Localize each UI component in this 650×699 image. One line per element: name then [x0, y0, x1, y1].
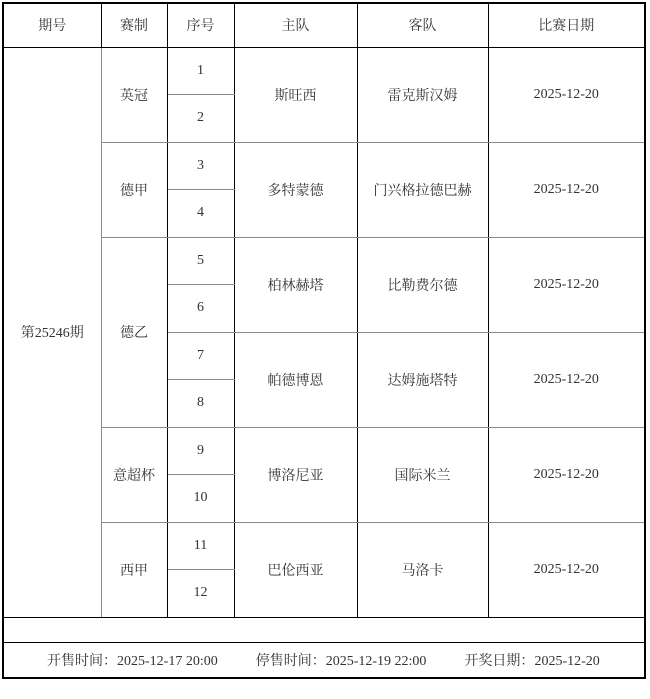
header-away-team: 客队	[357, 3, 488, 47]
sale-start-label: 开售时间：	[47, 653, 117, 669]
period-cell: 第25246期	[3, 47, 101, 617]
spacer-row	[3, 617, 645, 642]
serial-cell: 7	[167, 332, 234, 380]
match-date-cell: 2025-12-20	[488, 237, 645, 332]
footer-times	[4, 650, 644, 670]
sale-stop-time	[256, 650, 427, 670]
header-league: 赛制	[101, 3, 167, 47]
away-team-cell: 达姆施塔特	[357, 332, 488, 427]
serial-cell: 2	[167, 95, 234, 143]
sale-start-value: 2025-12-17 20:00	[117, 653, 218, 669]
home-team-cell: 柏林赫塔	[234, 237, 357, 332]
serial-cell: 8	[167, 380, 234, 428]
serial-cell: 10	[167, 475, 234, 523]
table-row	[3, 47, 645, 95]
serial-cell: 1	[167, 47, 234, 95]
serial-cell: 12	[167, 570, 234, 618]
draw-date	[464, 650, 599, 670]
sale-stop-value: 2025-12-19 22:00	[325, 653, 427, 669]
serial-cell: 5	[167, 237, 234, 285]
header-period: 期号	[3, 3, 101, 47]
draw-date-value: 2025-12-20	[534, 653, 600, 669]
serial-cell: 11	[167, 522, 234, 570]
sale-start-time	[47, 650, 218, 670]
footer-cell	[3, 642, 645, 678]
match-date-cell: 2025-12-20	[488, 427, 645, 522]
header-home-team: 主队	[234, 3, 357, 47]
spacer-cell	[3, 617, 645, 642]
home-team-cell: 博洛尼亚	[234, 427, 357, 522]
away-team-cell: 门兴格拉德巴赫	[357, 142, 488, 237]
home-team-cell: 斯旺西	[234, 47, 357, 142]
serial-cell: 4	[167, 190, 234, 238]
league-cell: 英冠	[101, 47, 167, 142]
serial-cell: 6	[167, 285, 234, 333]
away-team-cell: 马洛卡	[357, 522, 488, 617]
serial-cell: 9	[167, 427, 234, 475]
header-match-date: 比赛日期	[488, 3, 645, 47]
footer-row	[3, 642, 645, 678]
league-cell: 意超杯	[101, 427, 167, 522]
match-date-cell: 2025-12-20	[488, 522, 645, 617]
home-team-cell: 帕德博恩	[234, 332, 357, 427]
match-schedule-table	[2, 2, 646, 679]
table-header-row	[3, 3, 645, 47]
league-cell: 德甲	[101, 142, 167, 237]
home-team-cell: 多特蒙德	[234, 142, 357, 237]
home-team-cell: 巴伦西亚	[234, 522, 357, 617]
away-team-cell: 国际米兰	[357, 427, 488, 522]
league-cell: 德乙	[101, 237, 167, 427]
sale-stop-label: 停售时间：	[255, 653, 326, 669]
away-team-cell: 比勒费尔德	[357, 237, 488, 332]
match-date-cell: 2025-12-20	[488, 332, 645, 427]
league-cell: 西甲	[101, 522, 167, 617]
header-serial: 序号	[167, 3, 234, 47]
match-date-cell: 2025-12-20	[488, 142, 645, 237]
away-team-cell: 雷克斯汉姆	[357, 47, 488, 142]
serial-cell: 3	[167, 142, 234, 190]
match-date-cell: 2025-12-20	[488, 47, 645, 142]
draw-date-label: 开奖日期：	[464, 653, 535, 669]
